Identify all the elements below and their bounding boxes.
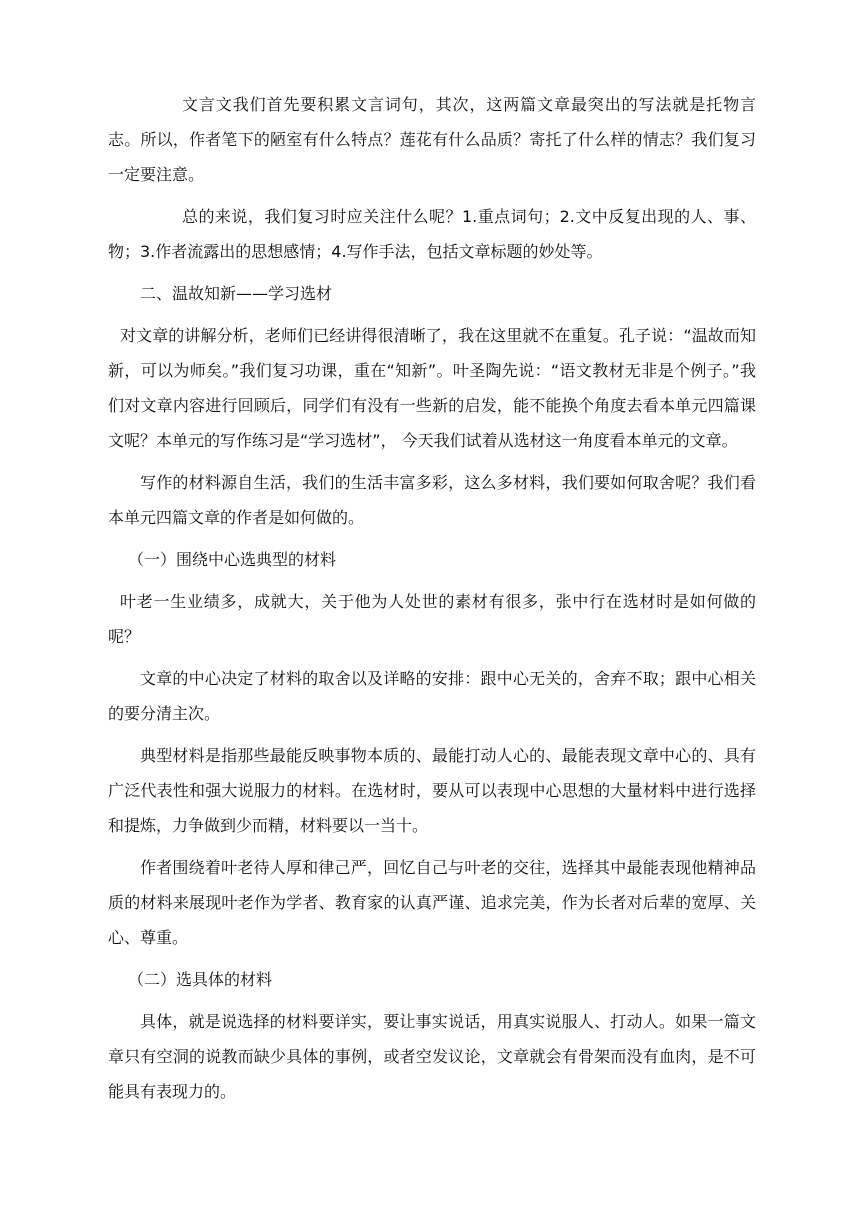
paragraph-classical-chinese-review: 文言文我们首先要积累文言词句，其次，这两篇文章最突出的写法就是托物言志。所以，作者笔下的陋室有什么特点？莲花有什么品质？寄托了什么样的情志？我们复习一定要注意。 [108, 95, 756, 184]
paragraph-author-approach: 作者围绕着叶老待人厚和律己严，回忆自己与叶老的交往，选择其中最能表现他精神品质的材料来展现叶老作为学者、教育家的认真严谨、追求完美，作为长者对后辈的宽厚、关心、尊重。 [108, 858, 756, 947]
paragraph-concrete-definition: 具体，就是说选择的材料要详实，要让事实说话，用真实说服人、打动人。如果一篇文章只有空洞的说教而缺少具体的事例，或者空发议论，文章就会有骨架而没有血肉，是不可能具有表现力的。 [108, 1012, 756, 1101]
paragraph-writing-materials: 写作的材料源自生活，我们的生活丰富多彩，这么多材料，我们要如何取舍呢？我们看本单元四篇文章的作者是如何做的。 [108, 473, 756, 527]
paragraph-ye-lao-materials: 叶老一生业绩多，成就大，关于他为人处世的素材有很多，张中行在选材时是如何做的呢？ [108, 592, 756, 646]
paragraph-typical-material-definition: 典型材料是指那些最能反映事物本质的、最能打动人心的、最能表现文章中心的、具有广泛代表性和强大说服力的材料。在选材时，要从可以表现中心思想的大量材料中进行选择和提炼，力争做到少而精，材料要以一当十。 [108, 746, 756, 835]
paragraph-review-focus: 总的来说，我们复习时应关注什么呢？1.重点词句；2.文中反复出现的人、事、物；3.作者流露出的思想感情；4.写作手法，包括文章标题的妙处等。 [108, 207, 756, 261]
subheading-concrete-materials: （二）选具体的材料 [128, 970, 273, 989]
section-heading-material-selection: 二、温故知新——学习选材 [140, 284, 333, 303]
document-body [108, 87, 756, 1109]
paragraph-center-decides-materials: 文章的中心决定了材料的取舍以及详略的安排：跟中心无关的，舍弃不取；跟中心相关的要分清主次。 [108, 669, 756, 723]
paragraph-learning-new: 对文章的讲解分析，老师们已经讲得很清晰了，我在这里就不在重复。孔子说：“温故而知新，可以为师矣。”我们复习功课，重在“知新”。叶圣陶先说：“语文教材无非是个例子。”我们对文章内容进行回顾后，同学们有没有一些新的启发，能不能换个角度去看本单元四篇课文呢？本单元的写作练习是“学习选材”， 今天我们试着从选材这一角度看本单元的文章。 [108, 326, 756, 450]
subheading-typical-materials: （一）围绕中心选典型的材料 [128, 550, 337, 569]
